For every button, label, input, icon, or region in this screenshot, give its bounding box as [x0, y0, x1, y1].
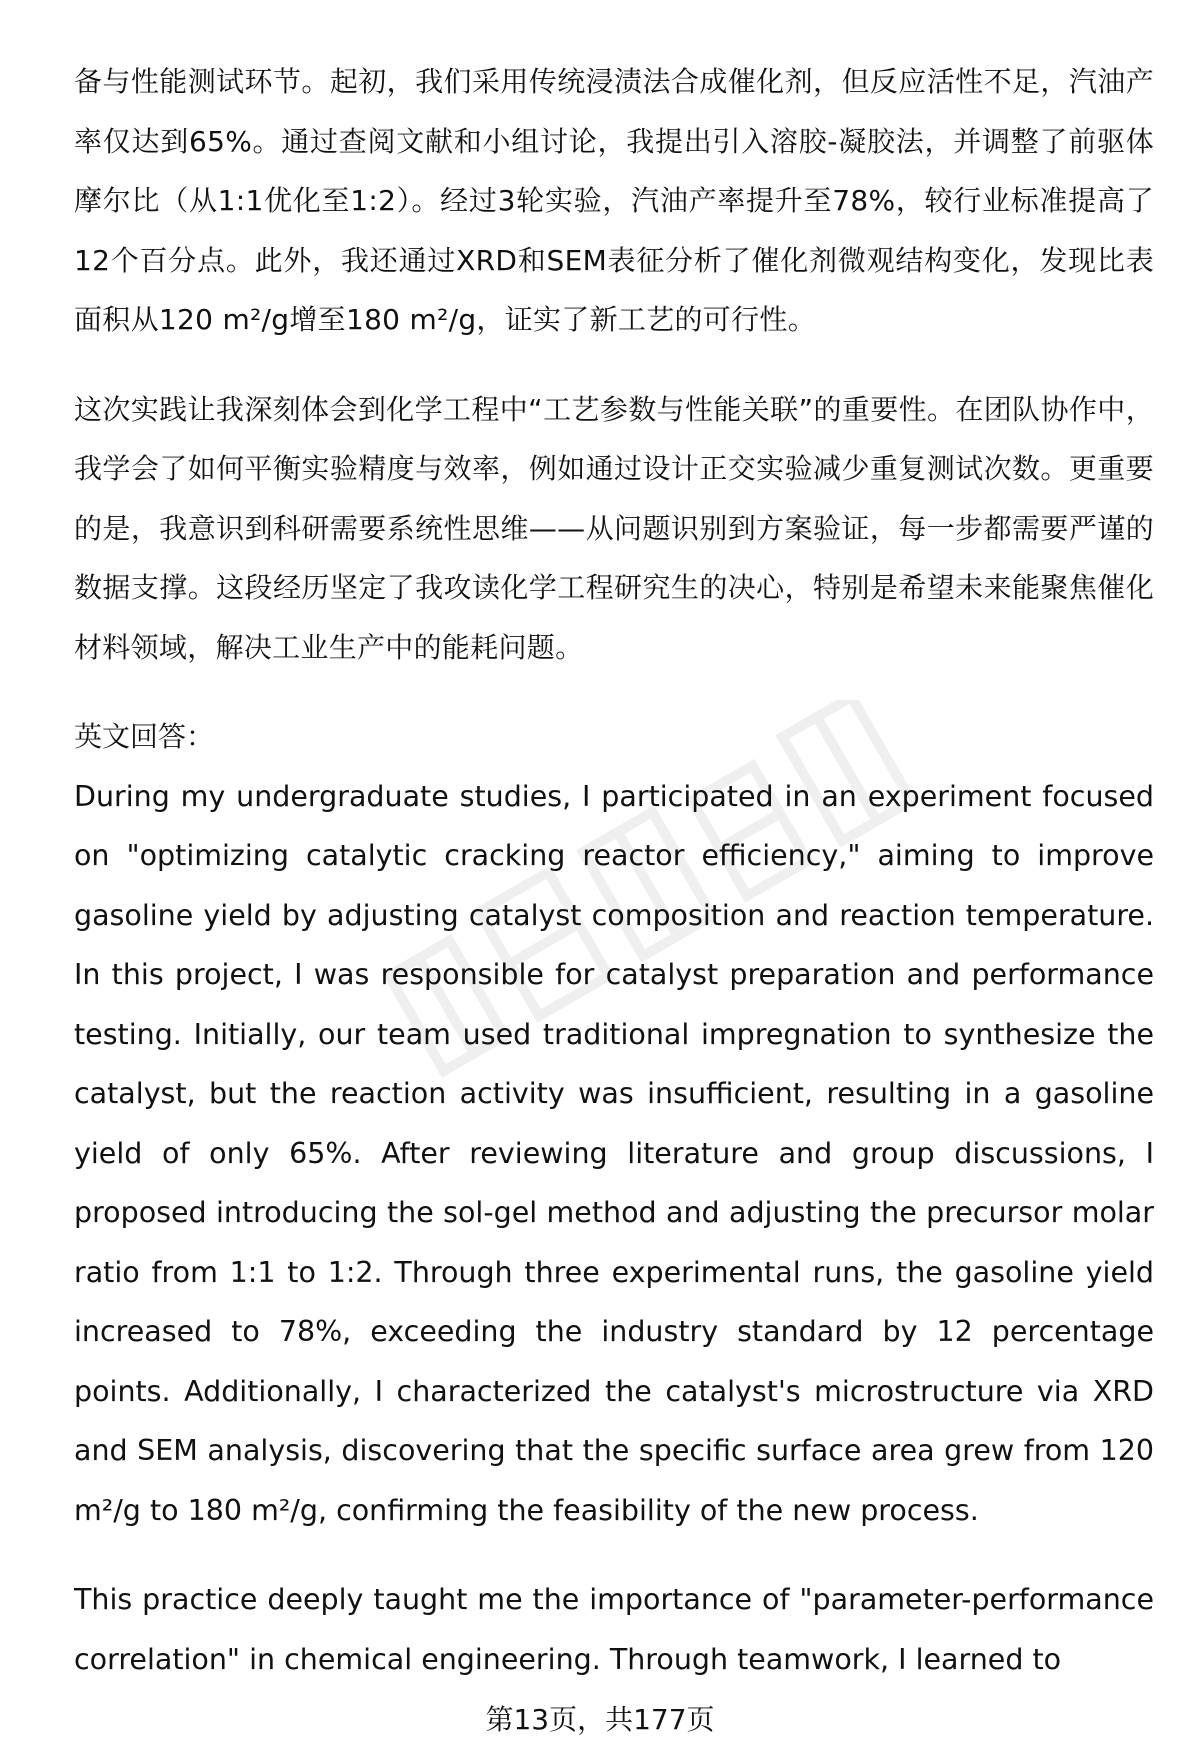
- english-paragraph-2: This practice deeply taught me the importance of "parameter-performance correlation" in chemical engineering. Through teamwork, I learned to: [74, 1583, 1154, 1676]
- chinese-paragraph-1: 备与性能测试环节。起初，我们采用传统浸渍法合成催化剂，但反应活性不足，汽油产率仅达到65%。通过查阅文献和小组讨论，我提出引入溶胶-凝胶法，并调整了前驱体摩尔比（从1:1优化至1:2）。经过3轮实验，汽油产率提升至78%，较行业标准提高了12个百分点。此外，我还通过XRD和SEM表征分析了催化剂微观结构变化，发现比表面积从120 m²/g增至180 m²/g，证实了新工艺的可行性。: [74, 65, 1154, 336]
- english-answer-label: 英文回答：: [74, 720, 215, 753]
- paragraph-gap: [74, 1540, 1154, 1570]
- paragraph-gap: [74, 677, 1154, 707]
- page-number-footer: 第13页，共177页: [485, 1703, 715, 1736]
- english-paragraph-1: During my undergraduate studies, I participated in an experiment focused on "optimizing catalytic cracking reactor efficiency," aiming to improve gasoline yield by adjusting catalyst composition and reaction temperature. In this project, I was responsible for catalyst preparation and performance testing. Initially, our team used traditional impregnation to synthesize the catalyst, but the reaction activity was insufficient, resulting in a gasoline yield of only 65%. After reviewing literature and group discussions, I proposed introducing the sol-gel method and adjusting the precursor molar ratio from 1:1 to 1:2. Through three experimental runs, the gasoline yield increased to 78%, exceeding the industry standard by 12 percentage points. Additionally, I characterized the catalyst's microstructure via XRD and SEM analysis, discovering that the specific surface area grew from 120 m²/g to 180 m²/g, confirming the feasibility of the new process.: [74, 779, 1154, 1527]
- paragraph-gap: [74, 350, 1154, 380]
- chinese-paragraph-2: 这次实践让我深刻体会到化学工程中“工艺参数与性能关联”的重要性。在团队协作中，我学会了如何平衡实验精度与效率，例如通过设计正交实验减少重复测试次数。更重要的是，我意识到科研需要系统性思维——从问题识别到方案验证，每一步都需要严谨的数据支撑。这段经历坚定了我攻读化学工程研究生的决心，特别是希望未来能聚焦催化材料领域，解决工业生产中的能耗问题。: [74, 392, 1154, 664]
- document-body: [74, 52, 1154, 1689]
